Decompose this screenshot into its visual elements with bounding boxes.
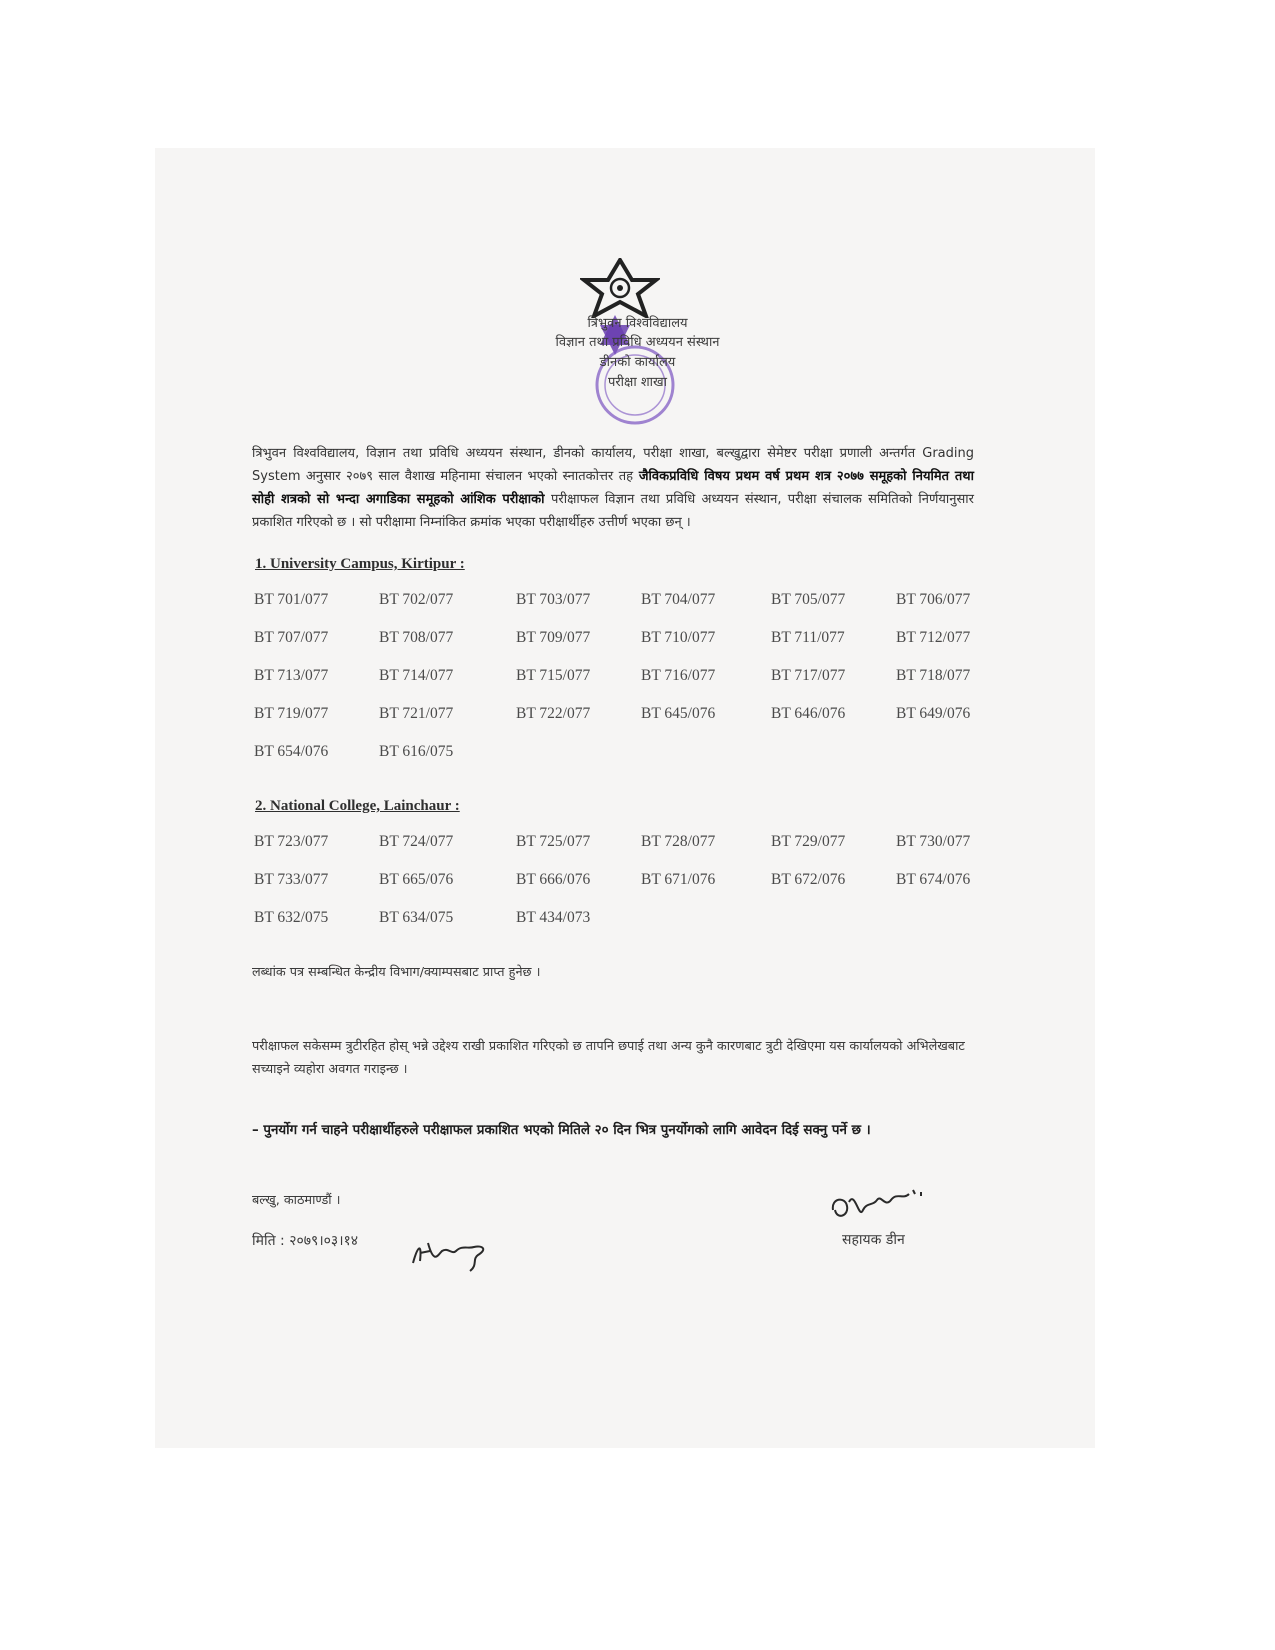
header-line-university: त्रिभुवन विश्वविद्यालय [587,316,688,331]
assistant-dean-signature-icon [825,1180,945,1225]
roll-number: BT 704/077 [641,591,716,608]
roll-number: BT 722/077 [516,705,591,722]
roll-number: BT 713/077 [254,667,329,684]
intro-part-2: परीक्षाफल विज्ञान तथा प्रविधि अध्ययन संस्थान, परीक्षा संचालक समितिको निर्णयानुसार प्रकाशित गरिएको छ । सो परीक्षामा निम्नांकित क्रमांक भएका परीक्षार्थीहरु उत्तीर्ण भएका छन् । [252,492,974,530]
roll-number: BT 730/077 [896,833,971,850]
retotaling-note: – पुनर्योग गर्न चाहने परीक्षार्थीहरुले परीक्षाफल प्रकाशित भएको मितिले २० दिन भित्र पुनर्योगको लागि आवेदन दिई सक्नु पर्ने छ । [252,1123,871,1138]
roll-number: BT 632/075 [254,909,329,926]
roll-number: BT 674/076 [896,871,971,888]
header-line-exam-section: परीक्षा शाखा [607,375,668,390]
roll-number: BT 733/077 [254,871,329,888]
roll-number: BT 729/077 [771,833,846,850]
roll-number: BT 434/073 [516,909,591,926]
roll-number: BT 702/077 [379,591,454,608]
roll-number: BT 649/076 [896,705,971,722]
header-line-dean-office: डीनको कार्यालय [599,355,676,370]
roll-number: BT 708/077 [379,629,454,646]
roll-number: BT 724/077 [379,833,454,850]
roll-number: BT 725/077 [516,833,591,850]
intro-bold-part: जैविकप्रविधि विषय प्रथम वर्ष प्रथम शत्र २०७७ समूहको नियमित तथा सोही शत्रको सो भन्दा अगाडिका समूहको आंशिक परीक्षाको [252,469,974,507]
roll-number: BT 715/077 [516,667,591,684]
place-text: बल्खु, काठमाण्डौं । [252,1193,341,1208]
header-line-institute: विज्ञान तथा प्रविधि अध्ययन संस्थान [555,335,720,350]
roll-number: BT 705/077 [771,591,846,608]
roll-number: BT 645/076 [641,705,716,722]
roll-grid-university-campus [254,581,994,771]
roll-number: BT 714/077 [379,667,454,684]
roll-number: BT 711/077 [771,629,845,646]
roll-number: BT 666/076 [516,871,591,888]
roll-number: BT 654/076 [254,743,329,760]
error-disclaimer-note: परीक्षाफल सकेसम्म त्रुटीरहित होस् भन्ने उद्देश्य राखी प्रकाशित गरिएको छ तापनि छपाई तथा अन्य कुनै कारणबाट त्रुटी देखिएमा यस कार्यालयको अभिलेखबाट सच्याइने व्यहोरा अवगत गराइन्छ । [252,1039,965,1077]
roll-number: BT 716/077 [641,667,716,684]
roll-number: BT 616/075 [379,743,454,760]
roll-number: BT 712/077 [896,629,971,646]
roll-number: BT 701/077 [254,591,329,608]
roll-number: BT 646/076 [771,705,846,722]
roll-number: BT 671/076 [641,871,716,888]
marksheet-note: लब्धांक पत्र सम्बन्धित केन्द्रीय विभाग/क्याम्पसबाट प्राप्त हुनेछ । [252,965,541,980]
roll-number: BT 721/077 [379,705,454,722]
roll-number: BT 728/077 [641,833,716,850]
designation-text: सहायक डीन [842,1232,905,1248]
intro-paragraph [252,442,974,534]
section-title-national-college: 2. National College, Lainchaur : [255,798,460,814]
roll-number: BT 718/077 [896,667,971,684]
roll-number: BT 719/077 [254,705,329,722]
roll-number: BT 665/076 [379,871,454,888]
roll-number: BT 717/077 [771,667,846,684]
section-title-university-campus: 1. University Campus, Kirtipur : [255,556,465,572]
roll-number: BT 672/076 [771,871,846,888]
roll-number: BT 706/077 [896,591,971,608]
roll-number: BT 634/075 [379,909,454,926]
roll-grid-national-college [254,823,994,937]
intro-part-1: त्रिभुवन विश्वविद्यालय, विज्ञान तथा प्रविधि अध्ययन संस्थान, डीनको कार्यालय, परीक्षा शाखा, बल्खुद्वारा सेमेष्टर परीक्षा प्रणाली अन्तर्गत Grading System अनुसार २०७९ साल वैशाख महिनामा संचालन भएको स्नातकोत्तर तह [252,446,974,484]
initial-signature-icon [408,1225,498,1275]
roll-number: BT 709/077 [516,629,591,646]
roll-number: BT 723/077 [254,833,329,850]
date-text: मिति : २०७९।०३।१४ [252,1233,359,1249]
roll-number: BT 707/077 [254,629,329,646]
roll-number: BT 703/077 [516,591,591,608]
roll-number: BT 710/077 [641,629,716,646]
